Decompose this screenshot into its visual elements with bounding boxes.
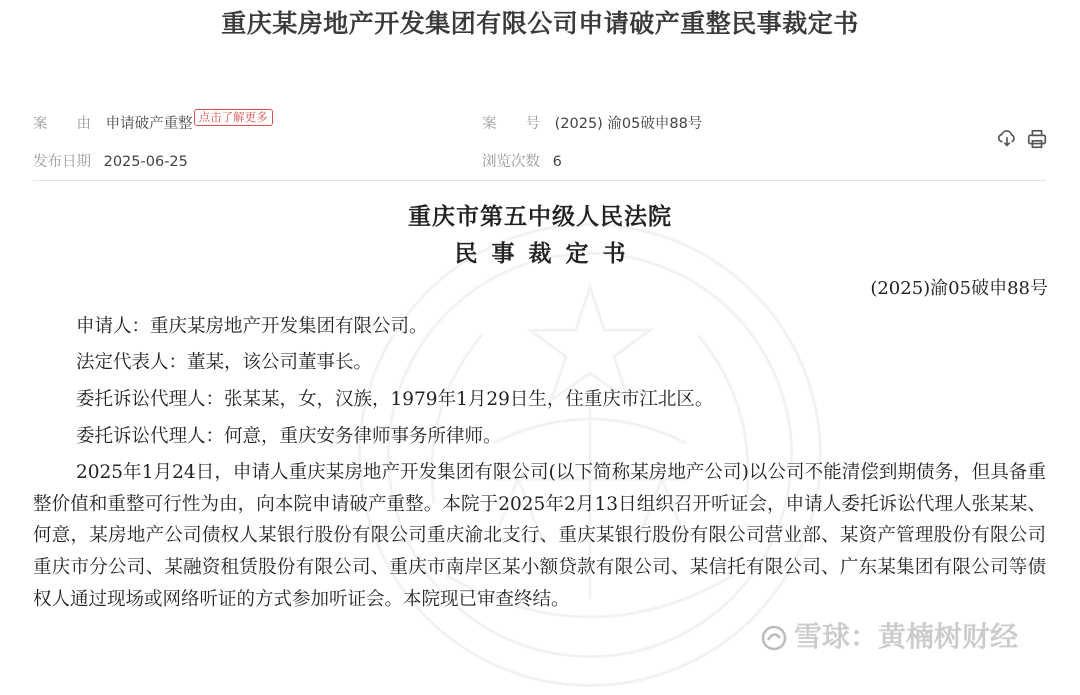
page-title: 重庆某房地产开发集团有限公司申请破产重整民事裁定书 — [221, 9, 859, 38]
party-line: 申请人：重庆某房地产开发集团有限公司。 — [76, 316, 428, 337]
publish-date-label: 发布日期 — [33, 154, 91, 170]
case-number-row — [482, 112, 702, 133]
party-line: 法定代表人：董某，该公司董事长。 — [76, 352, 373, 373]
facts-paragraph: 2025年1月24日，申请人重庆某房地产开发集团有限公司(以下简称某房地产公司)以公司不能清偿到期债务，但具备重整价值和重整可行性为由，向本院申请破产重整。本院于2025年2月13日组织召开听证会，申请人委托诉讼代理人张某某、何意，某房地产公司债权人某银行股份有限公司重庆渝北支行、重庆某银行股份有限公司营业部、某资产管理股份有限公司重庆市分公司、某融资租赁股份有限公司、重庆市南岸区某小额贷款有限公司、某信托有限公司、广东某集团有限公司等债权人通过现场或网络听证的方式参加听证会。本院现已审查终结。 — [33, 462, 1046, 610]
snowball-logo-icon — [760, 624, 788, 652]
watermark — [760, 615, 1018, 655]
download-icon[interactable] — [996, 128, 1018, 150]
case-number-value: (2025) 渝05破申88号 — [554, 116, 703, 132]
header-divider — [33, 180, 1046, 181]
toolbar — [996, 128, 1048, 150]
publish-date-value: 2025-06-25 — [103, 154, 188, 170]
court-name: 重庆市第五中级人民法院 — [408, 203, 672, 230]
case-number-label: 案 号 — [482, 116, 540, 132]
document-type: 民事裁定书 — [454, 240, 640, 267]
party-line: 委托诉讼代理人：张某某，女，汉族，1979年1月29日生，住重庆市江北区。 — [76, 389, 714, 410]
views-label: 浏览次数 — [482, 154, 540, 170]
views-row — [482, 150, 562, 171]
cause-label: 案 由 — [33, 116, 91, 132]
case-reference: (2025)渝05破申88号 — [870, 278, 1048, 299]
party-line: 委托诉讼代理人：何意，重庆安务律师事务所律师。 — [76, 426, 502, 447]
print-icon[interactable] — [1026, 128, 1048, 150]
publish-date-row — [33, 150, 188, 171]
cause-row — [33, 112, 273, 133]
views-value: 6 — [552, 154, 562, 170]
cause-value: 申请破产重整 — [105, 116, 193, 132]
watermark-text: 雪球：黄楠树财经 — [794, 620, 1019, 653]
learn-more-tag[interactable]: 点击了解更多 — [194, 109, 273, 126]
court-emblem-watermark — [350, 215, 830, 695]
